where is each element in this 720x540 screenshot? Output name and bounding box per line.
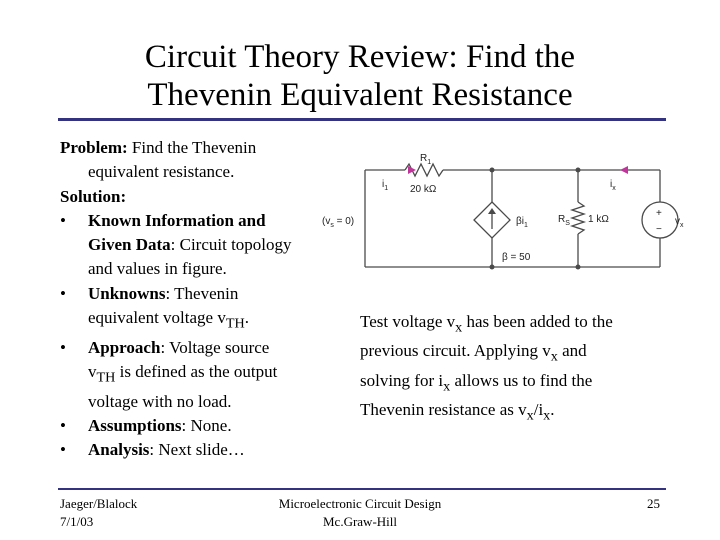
bullet-dot: •	[60, 416, 66, 436]
title-line-1: Circuit Theory Review: Find the	[144, 39, 576, 75]
approach-v: v	[88, 362, 97, 382]
explanation-p1: Test voltage v	[360, 312, 456, 331]
rs-value: 1 kΩ	[588, 214, 609, 225]
explanation-p7: Thevenin resistance as v	[360, 400, 527, 420]
bullet-dot: •	[60, 210, 66, 230]
assumptions-label: Assumptions	[88, 416, 182, 436]
problem-solution-text	[60, 136, 335, 463]
explanation-p4: and	[557, 341, 587, 361]
node-dot	[576, 265, 581, 270]
unknowns-text-2: equivalent voltage v	[88, 308, 226, 328]
footer-book-title: Microelectronic Circuit Design	[278, 496, 442, 511]
i1-label: $i_1$	[382, 179, 389, 192]
sub-x: x	[526, 407, 534, 424]
bullet-assumptions	[60, 414, 335, 438]
footer-publisher: Mc.Graw-Hill	[322, 514, 397, 529]
approach-text-3: voltage with no load.	[88, 391, 232, 411]
bullet-known-information	[60, 209, 335, 282]
explanation-p3: previous circuit. Applying v	[360, 341, 551, 361]
explanation-p9: .	[550, 400, 555, 420]
unknowns-sub: TH	[225, 315, 245, 332]
footer-date: 7/1/03	[60, 514, 94, 529]
analysis-text: : Next slide…	[149, 440, 245, 460]
unknowns-text-1: : Thevenin	[165, 283, 239, 303]
vx-label: $v_x$	[675, 216, 684, 229]
problem-text-1: Find the Thevenin	[127, 138, 257, 157]
ix-label: $i_x$	[610, 179, 616, 192]
sub-x: x	[550, 348, 558, 365]
footer-book	[210, 495, 510, 531]
footer-author: Jaeger/Blalock	[60, 496, 138, 511]
solution-line	[60, 185, 335, 209]
approach-text-1: : Voltage source	[160, 337, 270, 357]
problem-text-2: equivalent resistance.	[88, 162, 235, 182]
unknowns-end: .	[244, 308, 249, 328]
unknowns-label: Unknowns	[88, 283, 166, 303]
approach-text-2: is defined as the output	[115, 362, 278, 382]
explanation-p5: solving for i	[360, 370, 444, 390]
test-voltage-explanation	[360, 310, 670, 428]
circuit-diagram	[320, 140, 690, 280]
node-dot	[490, 168, 495, 173]
minus-sign: −	[656, 224, 662, 235]
title-divider	[58, 118, 666, 121]
r1-label: $R_1$	[420, 153, 432, 166]
explanation-p6: allows us to find the	[450, 370, 593, 390]
sub-x: x	[443, 378, 451, 395]
node-dot	[490, 265, 495, 270]
node-dot	[576, 168, 581, 173]
known-label: Known Information and	[88, 210, 266, 230]
title-line-2: Thevenin Equivalent Resistance	[147, 77, 573, 113]
assumptions-text: : None.	[181, 416, 232, 436]
sub-x: x	[455, 319, 463, 336]
approach-label: Approach	[88, 337, 161, 357]
resistor-rs	[572, 202, 584, 234]
vs-label: $(v_s = 0)$	[322, 216, 355, 229]
known-text-1: : Circuit topology	[170, 235, 292, 255]
bullet-dot: •	[60, 337, 66, 357]
bullet-dot: •	[60, 440, 66, 460]
known-text-2: and values in figure.	[88, 259, 227, 279]
bullet-unknowns	[60, 282, 335, 336]
r1-value: 20 kΩ	[410, 184, 437, 195]
footer-divider	[58, 488, 666, 490]
problem-label: Problem:	[60, 138, 128, 157]
beta-label: β = 50	[502, 252, 531, 263]
problem-line	[60, 136, 335, 160]
bullet-dot: •	[60, 283, 66, 303]
footer-authors	[60, 495, 137, 531]
given-data-label: Given Data	[88, 235, 171, 255]
solution-label: Solution:	[60, 186, 127, 206]
approach-sub: TH	[96, 369, 116, 386]
rs-label: $R_S$	[558, 214, 570, 227]
explanation-p2: has been added to the	[462, 312, 613, 331]
i1-arrow-icon	[408, 166, 416, 174]
analysis-label: Analysis	[88, 440, 150, 460]
bullet-analysis	[60, 438, 335, 462]
plus-sign: +	[656, 208, 662, 219]
slide-title	[60, 38, 660, 114]
source-label: $\beta i_1$	[516, 216, 528, 229]
bullet-approach	[60, 336, 335, 414]
page-number: 25	[647, 496, 660, 511]
explanation-p8: /i	[533, 400, 544, 420]
ix-arrow-icon	[620, 166, 628, 174]
sub-x: x	[543, 407, 551, 424]
